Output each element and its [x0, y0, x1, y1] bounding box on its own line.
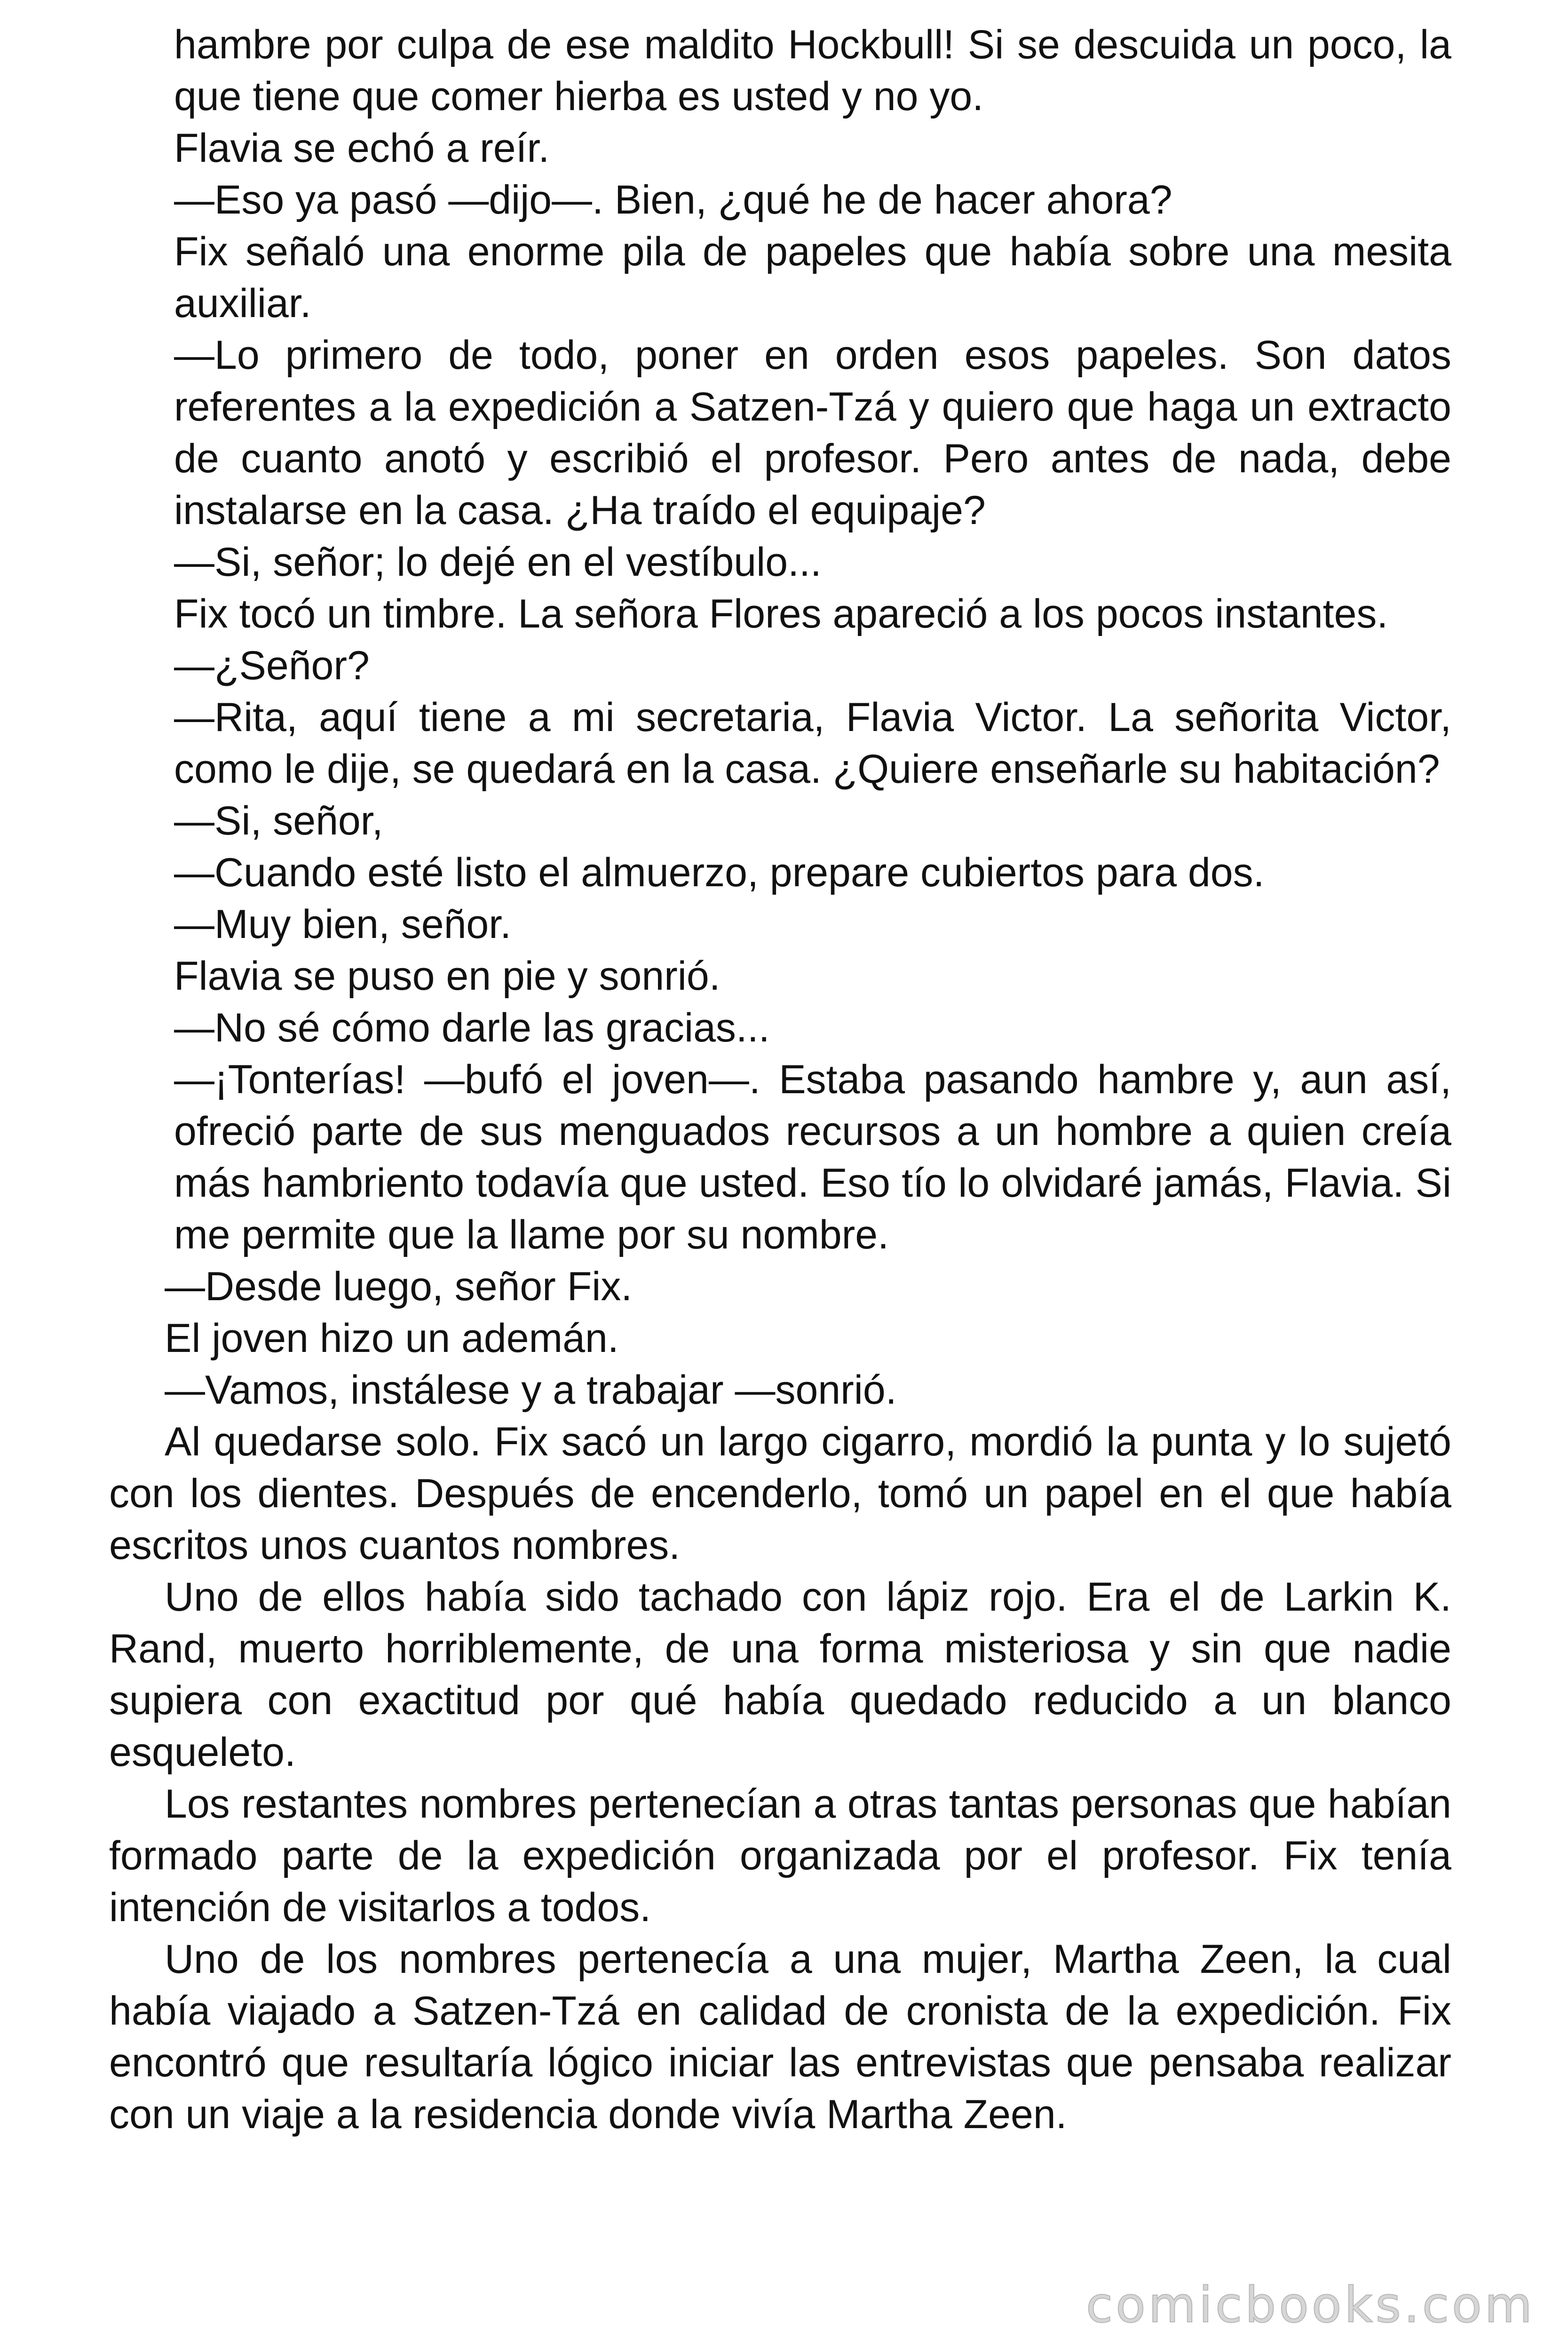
paragraph: Al quedarse solo. Fix sacó un largo cigarro, mordió la punta y lo sujetó con los dientes. Después de encenderlo, tomó un papel en el que había escritos unos cuantos nombres.	[109, 1419, 1451, 1568]
paragraph: —Vamos, instálese y a trabajar —sonrió.	[165, 1367, 897, 1413]
paragraph: Los restantes nombres pertenecían a otras tantas personas que habían formado parte de la expedición organizada por el profesor. Fix tenía intención de visitarlos a todos.	[109, 1781, 1451, 1930]
paragraph: Flavia se puso en pie y sonrió.	[174, 954, 721, 999]
paragraph: —No sé cómo darle las gracias...	[174, 1005, 770, 1050]
paragraph: —Si, señor; lo dejé en el vestíbulo...	[174, 540, 822, 585]
paragraph: —Lo primero de todo, poner en orden esos papeles. Son datos referentes a la expedición a Satzen-Tzá y quiero que haga un extracto de cuanto anotó y escribió el profesor. Pero antes de nada, debe instalarse en la casa. ¿Ha traído el equipaje?	[174, 333, 1451, 533]
paragraph: Uno de ellos había sido tachado con lápiz rojo. Era el de Larkin K. Rand, muerto horriblemente, de una forma misteriosa y sin que nadie supiera con exactitud por qué había quedado reducido a un blanco esqueleto.	[109, 1574, 1451, 1775]
paragraph: —Muy bien, señor.	[174, 902, 512, 947]
paragraph: —¿Señor?	[174, 643, 370, 688]
paragraph: —¡Tonterías! —bufó el joven—. Estaba pasando hambre y, aun así, ofreció parte de sus menguados recursos a un hombre a quien creía más hambriento todavía que usted. Eso tío lo olvidaré jamás, Flavia. Si me permite que la llame por su nombre.	[174, 1057, 1451, 1257]
paragraph: Flavia se echó a reír.	[174, 126, 550, 171]
paragraph: —Cuando esté listo el almuerzo, prepare cubiertos para dos.	[174, 850, 1265, 895]
paragraph: —Eso ya pasó —dijo—. Bien, ¿qué he de hacer ahora?	[174, 177, 1172, 222]
paragraph: —Rita, aquí tiene a mi secretaria, Flavia Victor. La señorita Victor, como le dije, se quedará en la casa. ¿Quiere enseñarle su habitación?	[174, 695, 1451, 792]
paragraph: Fix señaló una enorme pila de papeles que había sobre una mesita auxiliar.	[174, 229, 1451, 326]
page-text	[0, 19, 1568, 2140]
paragraph: Fix tocó un timbre. La señora Flores apareció a los pocos instantes.	[174, 591, 1388, 636]
paragraph: —Desde luego, señor Fix.	[165, 1264, 633, 1309]
paragraph: —Si, señor,	[174, 798, 383, 843]
paragraph: Uno de los nombres pertenecía a una mujer, Martha Zeen, la cual había viajado a Satzen-Tzá en calidad de cronista de la expedición. Fix encontró que resultaría lógico iniciar las entrevistas que pensaba realizar con un viaje a la residencia donde vivía Martha Zeen.	[109, 1937, 1451, 2137]
paragraph: hambre por culpa de ese maldito Hockbull! Si se descuida un poco, la que tiene que comer hierba es usted y no yo.	[174, 22, 1451, 119]
paragraph: El joven hizo un ademán.	[165, 1316, 619, 1361]
watermark: comicbooks.com	[1085, 2276, 1535, 2334]
